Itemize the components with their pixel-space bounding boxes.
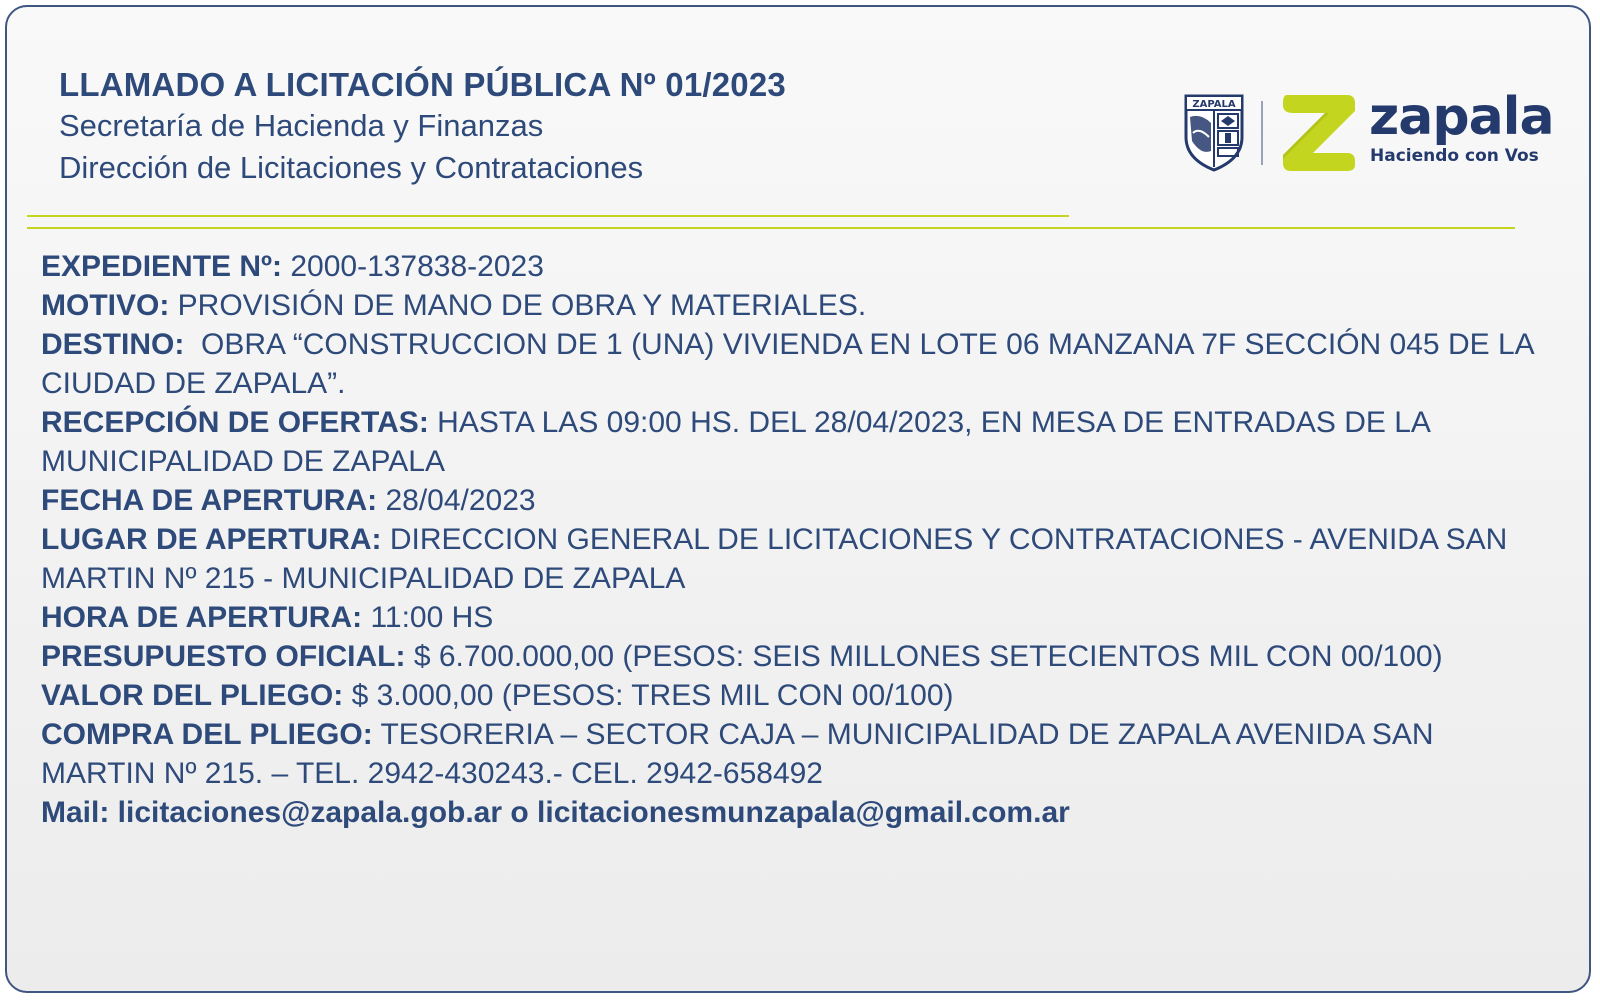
destino-value: OBRA “CONSTRUCCION DE 1 (UNA) VIVIENDA EN LOTE 06 MANZANA 7F SECCIÓN 045 DE LA CIUDAD DE ZAPALA”. [41, 328, 1542, 400]
hora-row [41, 598, 1541, 637]
valor-row [41, 676, 1541, 715]
hora-value: 11:00 HS [362, 601, 494, 634]
presupuesto-row [41, 637, 1541, 676]
fecha-label: FECHA DE APERTURA: [41, 484, 378, 517]
presupuesto-value: $ 6.700.000,00 (PESOS: SEIS MILLONES SETECIENTOS MIL CON 00/100) [405, 640, 1443, 673]
zapala-wordmark: zapala [1369, 87, 1554, 147]
accent-line-long [27, 227, 1515, 229]
shield-text: ZAPALA [1192, 99, 1236, 110]
lugar-value: DIRECCION GENERAL DE LICITACIONES Y CONTRATACIONES - AVENIDA SAN MARTIN Nº 215 - MUNICIPALIDAD DE ZAPALA [41, 523, 1508, 595]
motivo-row [41, 286, 1541, 325]
recepcion-value: HASTA LAS 09:00 HS. DEL 28/04/2023, EN MESA DE ENTRADAS DE LA MUNICIPALIDAD DE ZAPALA [41, 406, 1430, 478]
hora-label: HORA DE APERTURA: [41, 601, 363, 634]
mail-row [41, 793, 1541, 832]
lugar-label: LUGAR DE APERTURA: [41, 523, 382, 556]
presupuesto-label: PRESUPUESTO OFICIAL: [41, 640, 406, 673]
secretaria-subtitle: Secretaría de Hacienda y Finanzas [59, 108, 544, 143]
valor-value: $ 3.000,00 (PESOS: TRES MIL CON 00/100) [343, 679, 954, 712]
direccion-subtitle: Dirección de Licitaciones y Contrataciones [59, 150, 644, 185]
expediente-value: 2000-137838-2023 [282, 250, 544, 283]
recepcion-row [41, 403, 1541, 481]
accent-line-short [27, 215, 1069, 217]
expediente-label: EXPEDIENTE Nº: [41, 250, 282, 283]
destino-row [41, 325, 1541, 403]
expediente-row [41, 247, 1541, 286]
valor-label: VALOR DEL PLIEGO: [41, 679, 344, 712]
zapala-shield-icon [1183, 93, 1245, 173]
notice-title: LLAMADO A LICITACIÓN PÚBLICA Nº 01/2023 [59, 66, 786, 103]
motivo-label: MOTIVO: [41, 289, 170, 322]
logo-divider [1261, 101, 1263, 165]
fecha-row [41, 481, 1541, 520]
compra-row [41, 715, 1541, 793]
mail-contact: Mail: licitaciones@zapala.gob.ar o licitacionesmunzapala@gmail.com.ar [41, 796, 1070, 829]
compra-value: TESORERIA – SECTOR CAJA – MUNICIPALIDAD DE ZAPALA AVENIDA SAN MARTIN Nº 215. – TEL. 2942-430243.- CEL. 2942-658492 [41, 718, 1434, 790]
fecha-value: 28/04/2023 [377, 484, 536, 517]
recepcion-label: RECEPCIÓN DE OFERTAS: [41, 406, 429, 439]
notice-details [41, 247, 1541, 832]
logos [1183, 87, 1554, 175]
destino-label: DESTINO: [41, 328, 185, 361]
header [59, 65, 786, 189]
lugar-row [41, 520, 1541, 598]
compra-label: COMPRA DEL PLIEGO: [41, 718, 373, 751]
slogan: Haciendo con Vos [1370, 146, 1539, 166]
motivo-value: PROVISIÓN DE MANO DE OBRA Y MATERIALES. [169, 289, 867, 322]
tender-notice-card [5, 5, 1591, 993]
zapala-z-icon [1281, 93, 1357, 173]
